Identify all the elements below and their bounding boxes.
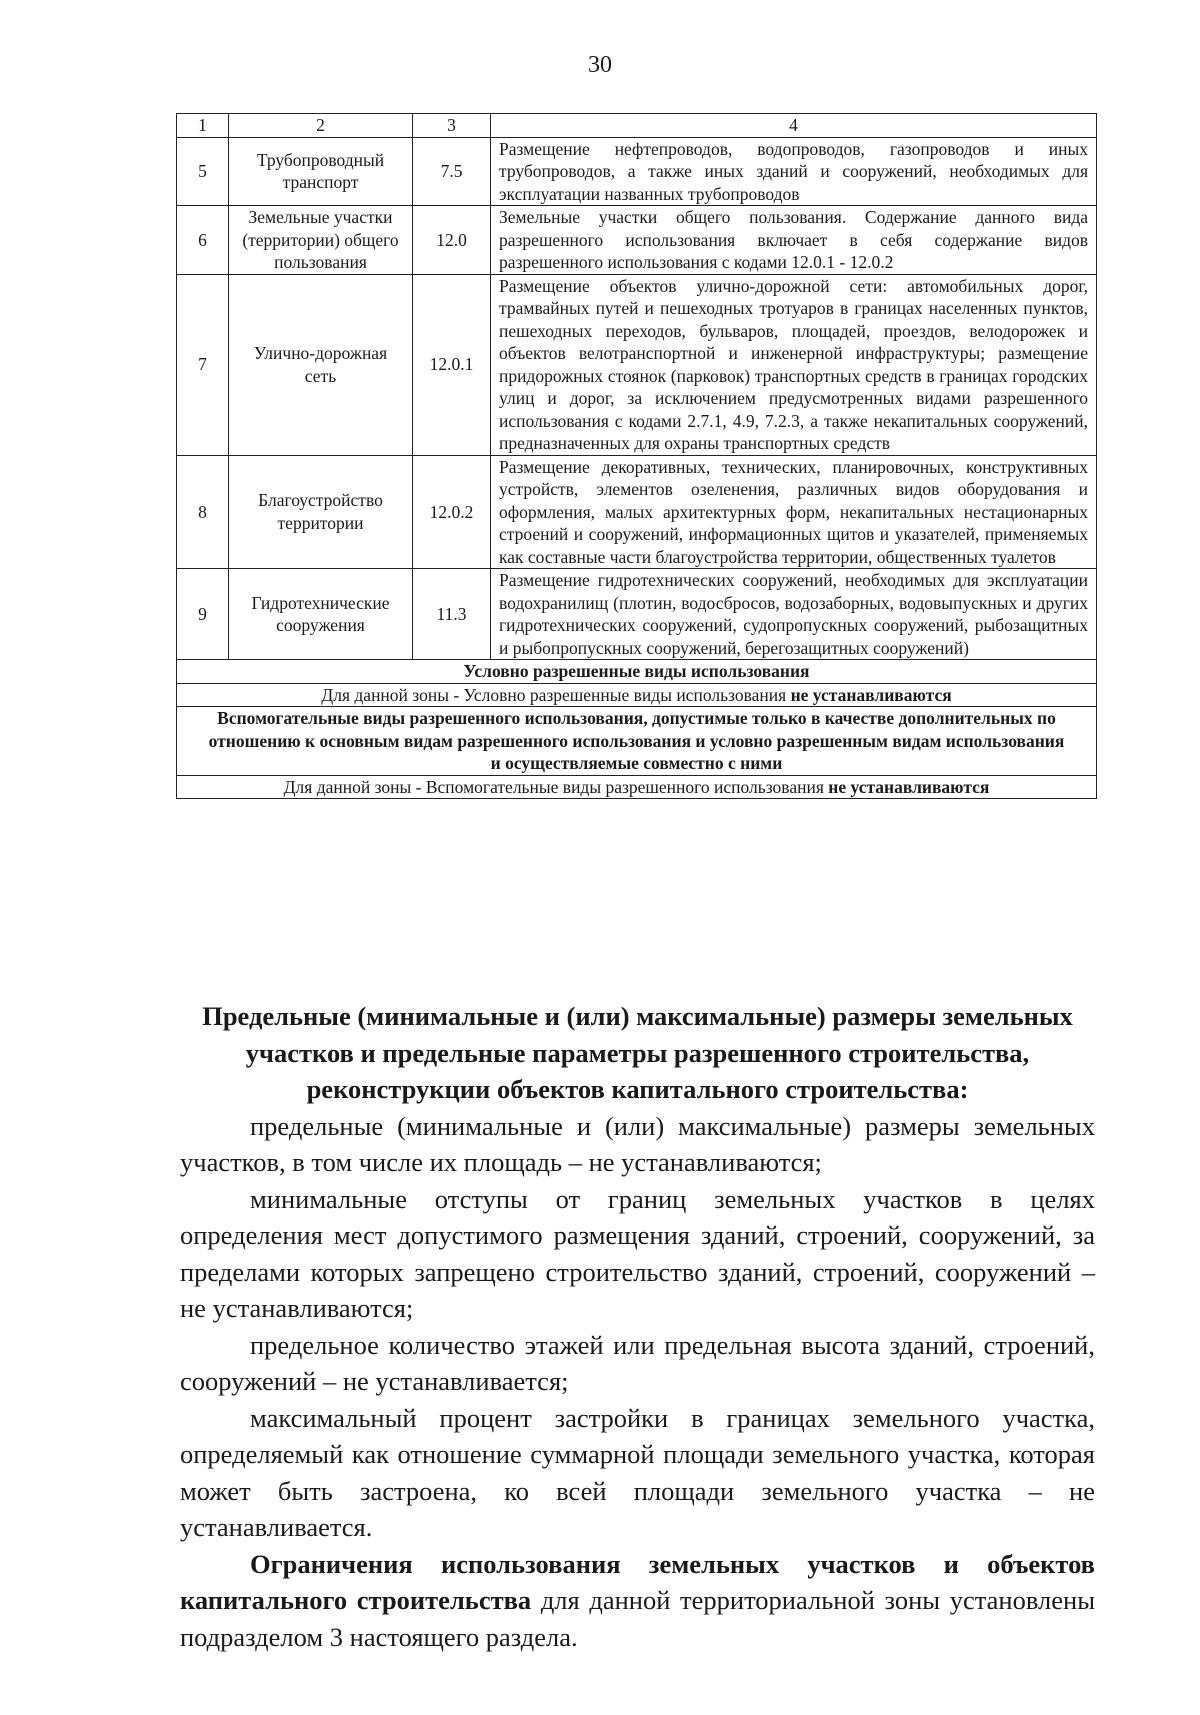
conditional-uses-note: [177, 683, 1097, 707]
paragraph: максимальный процент застройки в границах земельного участка, определяемый как отношение суммарной площади земельного участка, которая может быть застроена, ко всей площади земельного участка – не устанавливается.: [180, 1402, 1095, 1542]
conditional-uses-note-row: [177, 683, 1097, 707]
row-number: 5: [177, 137, 229, 206]
use-type-code: 12.0: [413, 206, 491, 275]
land-use-table: [176, 113, 1097, 799]
auxiliary-uses-heading-row: [177, 707, 1097, 776]
auxiliary-note-text: Для данной зоны - Вспомогательные виды разрешенного использования: [283, 776, 829, 797]
row-number: 7: [177, 274, 229, 455]
table-row: [177, 206, 1097, 275]
restrictions-bold-text: Ограничения использования земельных участков и объектов капитального строительства: [180, 1548, 1095, 1615]
use-type-code: 7.5: [413, 137, 491, 206]
page-number: 30: [588, 52, 612, 78]
use-type-description: Земельные участки общего пользования. Содержание данного вида разрешенного использования включает в себя содержание видов разрешенного использования с кодами 12.0.1 - 12.0.2: [491, 206, 1097, 275]
conditional-uses-heading: Условно разрешенные виды использования: [177, 660, 1097, 684]
use-type-name: Земельные участки (территории) общего пользования: [229, 206, 413, 275]
use-type-name: Трубопроводный транспорт: [229, 137, 413, 206]
table-header-row: [177, 114, 1097, 138]
column-header: 4: [491, 114, 1097, 138]
conditional-note-text: Для данной зоны - Условно разрешенные виды использования: [321, 684, 791, 705]
column-header: 1: [177, 114, 229, 138]
use-type-description: Размещение гидротехнических сооружений, необходимых для эксплуатации водохранилищ (плотин, водосбросов, водозаборных, водовыпускных и других гидротехнических сооружений, судопропускных сооружений, рыбозащитных и рыбопропускных сооружений, берегозащитных сооружений): [491, 569, 1097, 660]
final-paragraph: [180, 1546, 1095, 1656]
row-number: 6: [177, 206, 229, 275]
paragraph: предельные (минимальные и (или) максимальные) размеры земельных участков, в том числе их площадь – не устанавливаются;: [180, 1110, 1095, 1177]
use-type-code: 11.3: [413, 569, 491, 660]
use-type-code: 12.0.1: [413, 274, 491, 455]
use-type-description: Размещение объектов улично-дорожной сети: автомобильных дорог, трамвайных путей и пешеходных тротуаров в границах населенных пунктов, пешеходных переходов, бульваров, площадей, проездов, велодорожек и объектов велотранспортной и инженерной инфраструктуры; размещение придорожных стоянок (парковок) транспортных средств в границах городских улиц и дорог, за исключением предусмотренных видами разрешенного использования с кодами 2.7.1, 4.9, 7.2.3, а также некапитальных сооружений, предназначенных для охраны транспортных средств: [491, 274, 1097, 455]
restrictions-text: для данной территориальной зоны установлены подразделом 3 настоящего раздела.: [180, 1585, 1095, 1652]
section-heading: Предельные (минимальные и (или) максимальные) размеры земельных участков и предельные параметры разрешенного строительства, реконструкции объектов капитального строительства:: [202, 1001, 1073, 1104]
auxiliary-uses-heading: Вспомогательные виды разрешенного использования, допустимые только в качестве дополнительных по отношению к основным видам разрешенного использования и условно разрешенным видам использования и осуществляемые совместно с ними: [177, 707, 1097, 776]
use-type-description: Размещение декоративных, технических, планировочных, конструктивных устройств, элементов озеленения, различных видов оборудования и оформления, малых архитектурных форм, некапитальных нестационарных строений и сооружений, информационных щитов и указателей, применяемых как составные части благоустройства территории, общественных туалетов: [491, 455, 1097, 569]
row-number: 8: [177, 455, 229, 569]
use-type-code: 12.0.2: [413, 455, 491, 569]
table-row: [177, 137, 1097, 206]
row-number: 9: [177, 569, 229, 660]
table-row: [177, 274, 1097, 455]
auxiliary-uses-note-row: [177, 775, 1097, 799]
table-row: [177, 569, 1097, 660]
conditional-note-bold: не устанавливаются: [790, 684, 952, 705]
conditional-uses-heading-row: [177, 660, 1097, 684]
auxiliary-uses-note: [177, 775, 1097, 799]
table-row: [177, 455, 1097, 569]
paragraph: минимальные отступы от границ земельных участков в целях определения мест допустимого размещения зданий, строений, сооружений, за пределами которых запрещено строительство зданий, строений, сооружений – не устанавливаются;: [180, 1183, 1095, 1323]
column-header: 2: [229, 114, 413, 138]
use-type-name: Гидротехнические сооружения: [229, 569, 413, 660]
use-type-name: Благоустройство территории: [229, 455, 413, 569]
use-type-description: Размещение нефтепроводов, водопроводов, газопроводов и иных трубопроводов, а также иных зданий и сооружений, необходимых для эксплуатации названных трубопроводов: [491, 137, 1097, 206]
column-header: 3: [413, 114, 491, 138]
body-text: [180, 998, 1095, 1655]
paragraph: предельное количество этажей или предельная высота зданий, строений, сооружений – не устанавливается;: [180, 1329, 1095, 1396]
use-type-name: Улично-дорожная сеть: [229, 274, 413, 455]
auxiliary-note-bold: не устанавливаются: [828, 776, 990, 797]
